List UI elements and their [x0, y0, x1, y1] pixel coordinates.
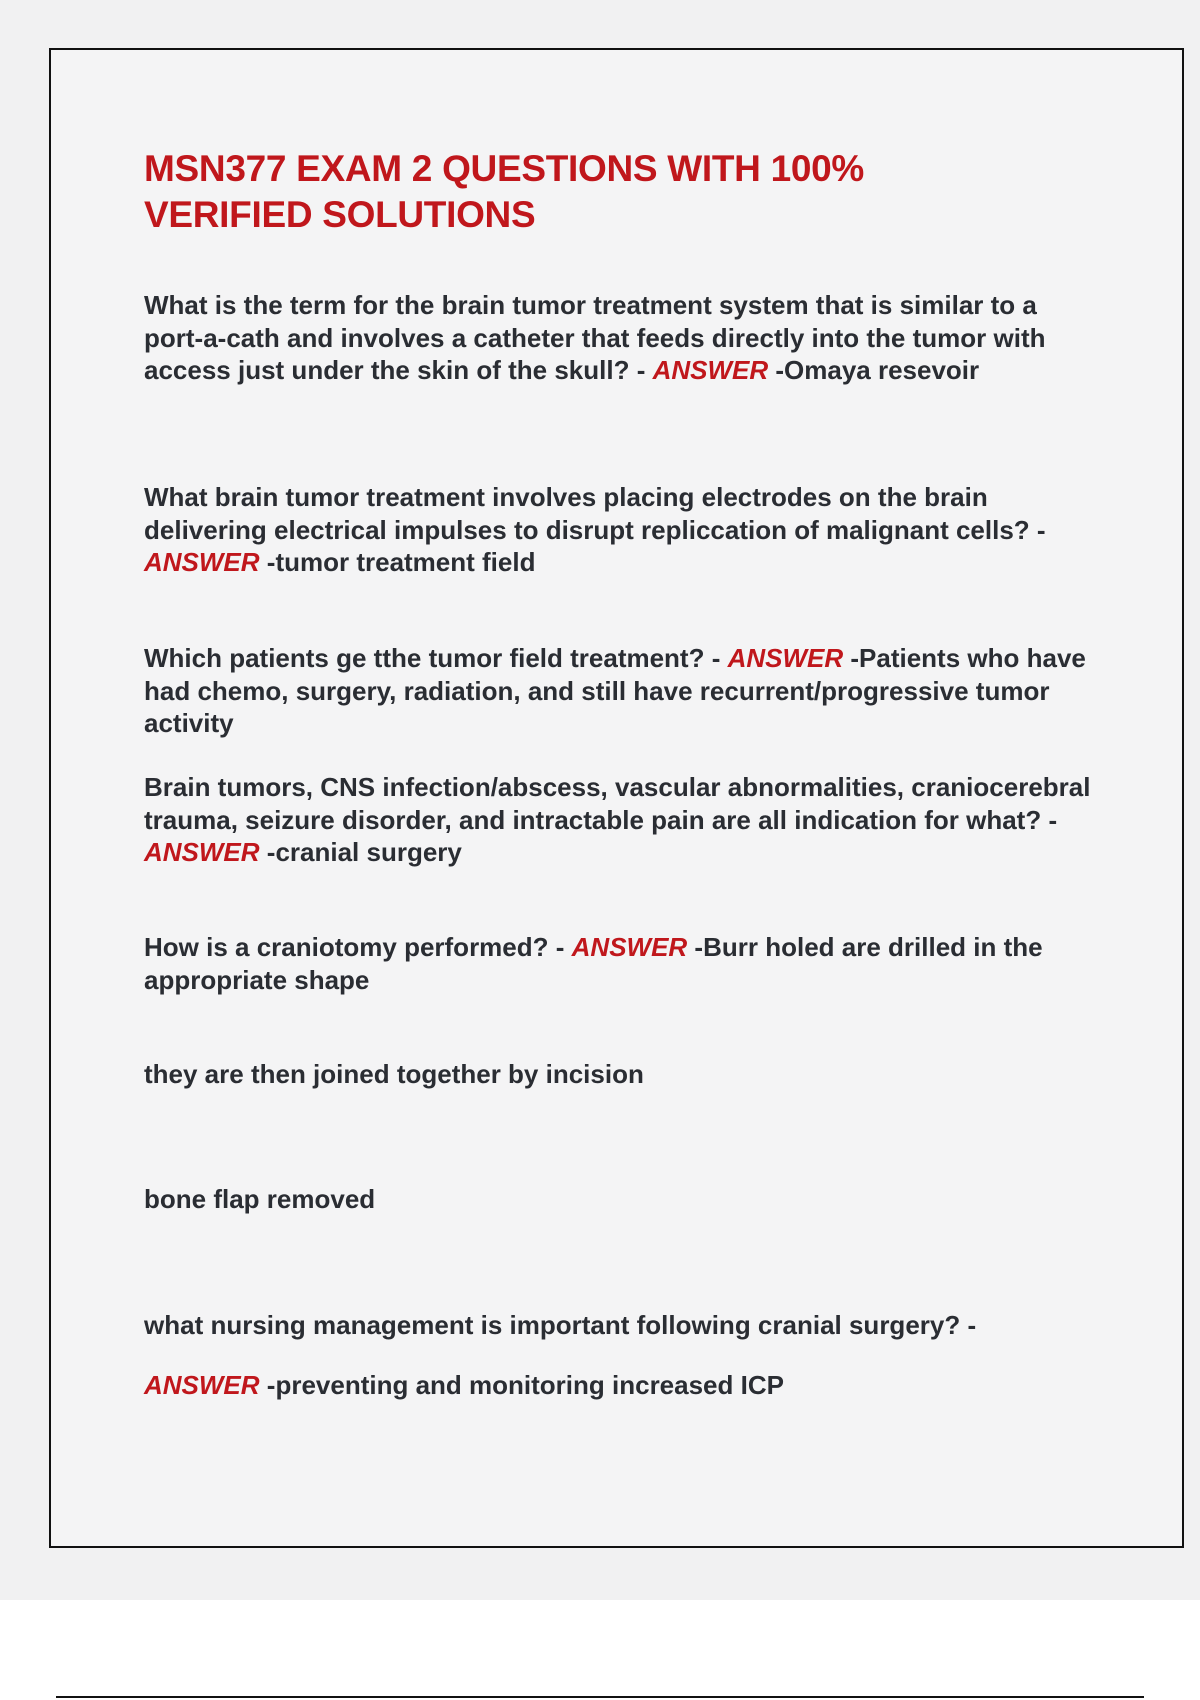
continuation-line-2: [144, 1183, 1094, 1216]
question-text: Which patients ge tthe tumor field treatment? -: [144, 643, 728, 673]
answer-label: ANSWER: [652, 355, 769, 385]
continuation-text: they are then joined together by incision: [144, 1059, 644, 1089]
qa-item-2: [144, 481, 1094, 579]
answer-label: ANSWER: [144, 547, 260, 577]
answer-label: ANSWER: [144, 837, 260, 867]
qa-item-3: [144, 642, 1094, 740]
qa-item-5: [144, 931, 1094, 996]
qa-item-6-answer: [144, 1369, 1094, 1402]
answer-text: -tumor treatment field: [259, 547, 536, 577]
answer-label: ANSWER: [571, 932, 688, 962]
bottom-divider: [56, 1696, 1144, 1698]
question-text: What is the term for the brain tumor treatment system that is similar to a port-a-cath and involves a catheter that feeds directly into the tumor with access just under the skin of the skull? -: [144, 290, 1046, 385]
continuation-text: bone flap removed: [144, 1184, 376, 1214]
answer-label: ANSWER: [727, 643, 844, 673]
title-line-1: MSN377 EXAM 2 QUESTIONS WITH 100%: [144, 148, 865, 189]
answer-text: -Patients who have had chemo, surgery, radiation, and still have recurrent/progressive tumor activity: [144, 643, 1086, 738]
document-title: [144, 146, 1044, 238]
question-text: what nursing management is important following cranial surgery? -: [144, 1310, 977, 1340]
answer-text: -cranial surgery: [259, 837, 462, 867]
question-text: How is a craniotomy performed? -: [144, 932, 572, 962]
continuation-line-1: [144, 1058, 1094, 1091]
answer-text: -Burr holed are drilled in the appropriate shape: [144, 932, 1043, 995]
qa-item-4: [144, 771, 1094, 869]
answer-text: -preventing and monitoring increased ICP: [259, 1370, 784, 1400]
qa-item-1: [144, 289, 1094, 387]
title-line-2: VERIFIED SOLUTIONS: [144, 194, 536, 235]
answer-label: ANSWER: [144, 1370, 260, 1400]
question-text: Brain tumors, CNS infection/abscess, vascular abnormalities, craniocerebral trauma, seizure disorder, and intractable pain are all indication for what? -: [144, 772, 1091, 835]
answer-text: -Omaya resevoir: [768, 355, 980, 385]
question-text: What brain tumor treatment involves placing electrodes on the brain delivering electrical impulses to disrupt repliccation of malignant cells? -: [144, 482, 1046, 545]
qa-item-6-question: [144, 1309, 1094, 1342]
document-content: [144, 0, 1094, 1600]
